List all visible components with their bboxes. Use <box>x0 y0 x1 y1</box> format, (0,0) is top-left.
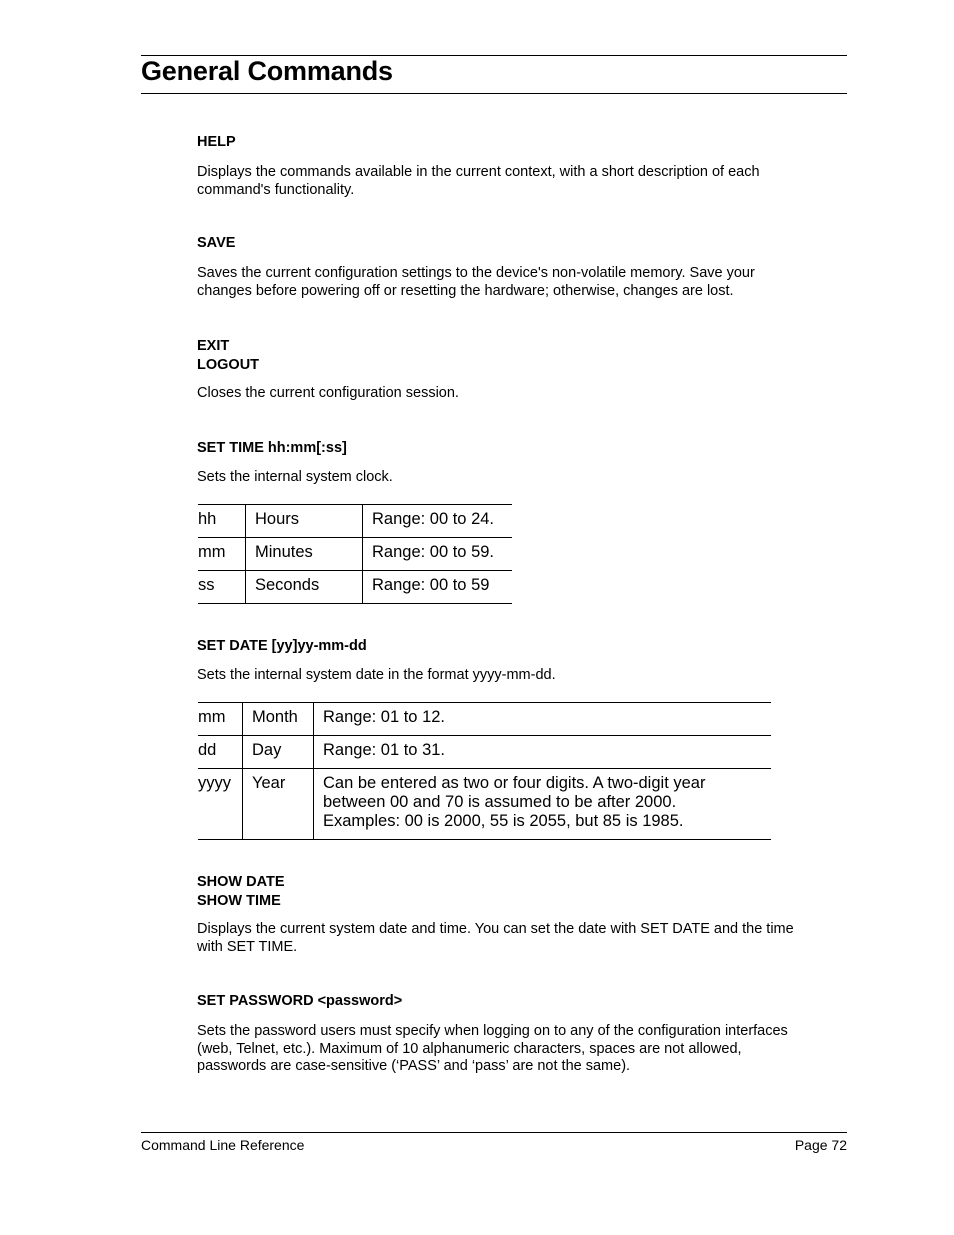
set-password-desc-line: passwords are case-sensitive (‘PASS’ and ‘pass’ are not the same). <box>197 1058 631 1074</box>
help-description <box>197 164 842 199</box>
param-cell: hh <box>198 510 217 528</box>
save-desc-line: Saves the current configuration settings to the device's non-volatile memory. Save your <box>197 265 755 281</box>
table-row <box>198 736 771 769</box>
save-heading: SAVE <box>197 235 236 251</box>
help-desc-line: command's functionality. <box>197 181 355 198</box>
param-cell: dd <box>198 741 217 759</box>
name-cell: Day <box>243 736 314 769</box>
table-row <box>198 538 512 571</box>
page-title: General Commands <box>141 56 393 86</box>
help-desc-line: Displays the commands available in the current context, with a short description of each <box>197 164 760 180</box>
range-line: Examples: 00 is 2000, 55 is 2055, but 85 is 1985. <box>323 812 684 830</box>
param-cell: ss <box>198 576 215 594</box>
table-row <box>198 703 771 736</box>
range-line: Can be entered as two or four digits. A two-digit year <box>323 774 706 792</box>
set-date-heading: SET DATE [yy]yy-mm-dd <box>197 638 367 654</box>
show-description <box>197 921 847 956</box>
exit-heading-line: EXIT <box>197 338 230 354</box>
name-cell: Minutes <box>246 538 363 571</box>
show-desc-line: with SET TIME. <box>197 938 298 955</box>
exit-heading <box>197 337 259 375</box>
set-password-desc-line: Sets the password users must specify when logging on to any of the configuration interfaces <box>197 1023 788 1039</box>
range-cell: Range: 01 to 31. <box>314 736 772 769</box>
param-cell: mm <box>198 543 226 561</box>
title-underline <box>141 93 847 94</box>
range-line: between 00 and 70 is assumed to be after 2000. <box>323 793 677 811</box>
name-cell: Hours <box>246 505 363 538</box>
set-time-table <box>198 504 512 604</box>
param-cell: yyyy <box>198 774 231 792</box>
help-heading: HELP <box>197 134 236 150</box>
footer-rule <box>141 1132 847 1133</box>
range-cell: Range: 00 to 24. <box>363 505 513 538</box>
table-row <box>198 769 771 840</box>
table-row <box>198 505 512 538</box>
set-date-table <box>198 702 771 840</box>
name-cell: Year <box>243 769 314 840</box>
save-desc-line: changes before powering off or resetting the hardware; otherwise, changes are lost. <box>197 282 734 299</box>
name-cell: Month <box>243 703 314 736</box>
set-time-heading: SET TIME hh:mm[:ss] <box>197 440 347 456</box>
set-password-description <box>197 1023 847 1076</box>
set-password-heading: SET PASSWORD <password> <box>197 993 403 1009</box>
save-description <box>197 265 842 300</box>
range-cell: Range: 00 to 59 <box>363 571 513 604</box>
set-password-desc-line: (web, Telnet, etc.). Maximum of 10 alphanumeric characters, spaces are not allowed, <box>197 1040 742 1057</box>
show-time-heading: SHOW TIME <box>197 893 281 909</box>
range-cell: Range: 00 to 59. <box>363 538 513 571</box>
param-cell: mm <box>198 708 226 726</box>
show-desc-line: Displays the current system date and time. You can set the date with SET DATE and the time <box>197 921 794 937</box>
footer-doc-title: Command Line Reference <box>141 1137 305 1153</box>
logout-heading-line: LOGOUT <box>197 357 260 373</box>
name-cell: Seconds <box>246 571 363 604</box>
set-date-description: Sets the internal system date in the format yyyy-mm-dd. <box>197 667 556 683</box>
set-time-description: Sets the internal system clock. <box>197 469 393 485</box>
range-cell: Range: 01 to 12. <box>314 703 772 736</box>
range-cell <box>314 769 772 840</box>
table-row <box>198 571 512 604</box>
show-heading <box>197 873 285 911</box>
footer-page-number: Page 72 <box>794 1137 847 1153</box>
exit-description: Closes the current configuration session. <box>197 385 459 401</box>
show-date-heading: SHOW DATE <box>197 874 285 890</box>
